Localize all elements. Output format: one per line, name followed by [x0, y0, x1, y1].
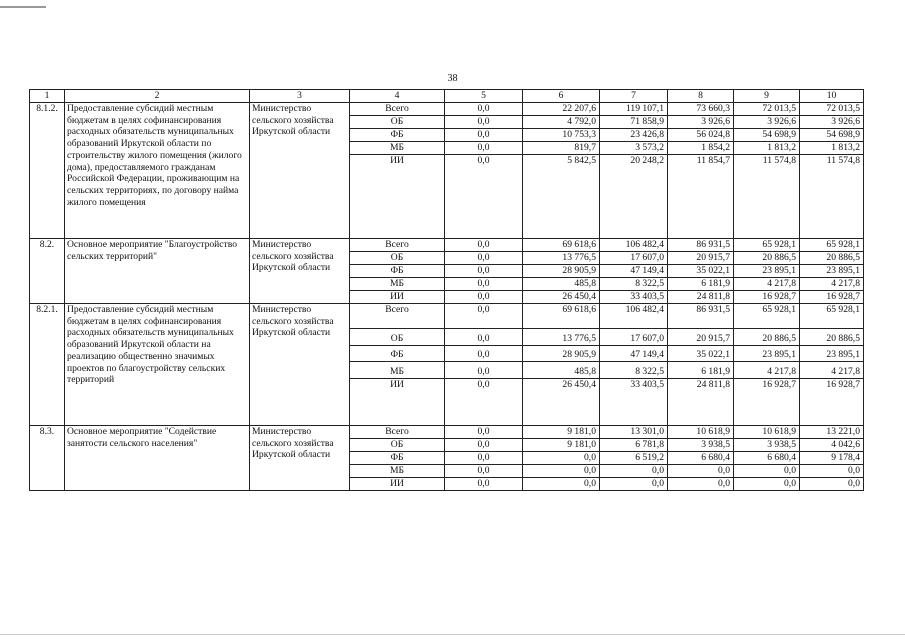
value-cell: 10 753,3 — [523, 129, 600, 142]
value-cell: 3 926,6 — [734, 116, 800, 129]
value-cell: 23 895,1 — [800, 346, 864, 362]
value-cell: 86 931,5 — [668, 304, 734, 329]
value-cell: 28 905,9 — [523, 346, 600, 362]
value-cell: 9 178,4 — [800, 452, 864, 465]
value-cell: 13 301,0 — [600, 426, 668, 439]
value-cell: 11 574,8 — [734, 155, 800, 168]
value-cell: 16 928,7 — [734, 291, 800, 304]
value-cell: 0,0 — [668, 465, 734, 478]
scan-edge-mark — [0, 0, 46, 8]
value-cell: 35 022,1 — [668, 346, 734, 362]
value-cell: 4 792,0 — [523, 116, 600, 129]
value-cell: 6 680,4 — [668, 452, 734, 465]
column-header: 4 — [350, 90, 445, 103]
item-number: 8.2.1. — [30, 304, 65, 426]
funding-source: Всего — [350, 103, 445, 116]
value-cell: 0,0 — [445, 116, 523, 129]
value-cell: 0,0 — [445, 155, 523, 168]
item-number: 8.1.2. — [30, 103, 65, 239]
value-cell: 0,0 — [445, 142, 523, 155]
value-cell: 10 618,9 — [734, 426, 800, 439]
column-header: 3 — [250, 90, 350, 103]
funding-source: МБ — [350, 465, 445, 478]
funding-source: ИИ — [350, 478, 445, 491]
value-cell: 26 450,4 — [523, 379, 600, 426]
value-cell: 1 813,2 — [800, 142, 864, 155]
value-cell: 24 811,8 — [668, 291, 734, 304]
value-cell: 0,0 — [445, 362, 523, 379]
value-cell: 54 698,9 — [734, 129, 800, 142]
funding-source: ИИ — [350, 379, 445, 426]
item-description: Основное мероприятие "Содействие занятости сельского населения" — [65, 426, 250, 491]
item-description: Предоставление субсидий местным бюджетам в целях софинансирования расходных обязательств муниципальных образований Иркутской области на реализацию общественно значимых проектов по благоустройству сельских территорий — [65, 304, 250, 426]
item-number: 8.3. — [30, 426, 65, 491]
value-cell: 24 811,8 — [668, 379, 734, 426]
value-cell: 1 854,2 — [668, 142, 734, 155]
value-cell: 16 928,7 — [800, 291, 864, 304]
value-cell: 23 895,1 — [734, 265, 800, 278]
value-cell: 0,0 — [445, 103, 523, 116]
value-cell: 819,7 — [523, 142, 600, 155]
funding-source: ИИ — [350, 155, 445, 168]
column-header: 6 — [523, 90, 600, 103]
value-cell: 0,0 — [600, 465, 668, 478]
value-cell: 9 181,0 — [523, 439, 600, 452]
value-cell: 86 931,5 — [668, 239, 734, 252]
value-cell: 11 574,8 — [800, 155, 864, 168]
column-header: 5 — [445, 90, 523, 103]
table-row — [30, 426, 864, 439]
funding-source: ОБ — [350, 116, 445, 129]
value-cell: 0,0 — [523, 478, 600, 491]
funding-source: ФБ — [350, 452, 445, 465]
value-cell: 22 207,6 — [523, 103, 600, 116]
value-cell: 0,0 — [445, 452, 523, 465]
funding-source: Всего — [350, 426, 445, 439]
value-cell: 0,0 — [800, 465, 864, 478]
value-cell: 6 519,2 — [600, 452, 668, 465]
value-cell: 106 482,4 — [600, 239, 668, 252]
value-cell: 26 450,4 — [523, 291, 600, 304]
table-row — [30, 239, 864, 252]
value-cell: 13 221,0 — [800, 426, 864, 439]
value-cell: 5 842,5 — [523, 155, 600, 168]
value-cell: 35 022,1 — [668, 265, 734, 278]
value-cell: 54 698,9 — [800, 129, 864, 142]
value-cell: 20 886,5 — [800, 329, 864, 346]
value-cell: 23 426,8 — [600, 129, 668, 142]
item-executor: Министерство сельского хозяйства Иркутской области — [250, 103, 350, 239]
value-cell: 20 886,5 — [734, 329, 800, 346]
value-cell: 3 926,6 — [668, 116, 734, 129]
value-cell: 0,0 — [445, 329, 523, 346]
value-cell: 3 938,5 — [734, 439, 800, 452]
value-cell: 20 915,7 — [668, 329, 734, 346]
funding-source: ИИ — [350, 291, 445, 304]
value-cell: 16 928,7 — [734, 379, 800, 426]
value-cell: 3 573,2 — [600, 142, 668, 155]
value-cell: 20 886,5 — [734, 252, 800, 265]
value-cell: 119 107,1 — [600, 103, 668, 116]
value-cell: 0,0 — [445, 265, 523, 278]
value-cell: 485,8 — [523, 362, 600, 379]
column-header: 7 — [600, 90, 668, 103]
item-executor: Министерство сельского хозяйства Иркутской области — [250, 304, 350, 426]
value-cell: 8 322,5 — [600, 362, 668, 379]
value-cell: 8 322,5 — [600, 278, 668, 291]
column-header: 2 — [65, 90, 250, 103]
value-cell: 0,0 — [734, 478, 800, 491]
value-cell: 106 482,4 — [600, 304, 668, 329]
value-cell: 72 013,5 — [800, 103, 864, 116]
value-cell: 20 915,7 — [668, 252, 734, 265]
value-cell: 6 181,9 — [668, 278, 734, 291]
value-cell: 10 618,9 — [668, 426, 734, 439]
value-cell: 65 928,1 — [800, 239, 864, 252]
value-cell: 1 813,2 — [734, 142, 800, 155]
value-cell: 65 928,1 — [800, 304, 864, 329]
page-bottom-edge — [0, 634, 905, 635]
value-cell: 0,0 — [523, 465, 600, 478]
value-cell: 65 928,1 — [734, 239, 800, 252]
value-cell: 23 895,1 — [800, 265, 864, 278]
value-cell: 0,0 — [445, 129, 523, 142]
funding-source: Всего — [350, 304, 445, 329]
value-cell: 73 660,3 — [668, 103, 734, 116]
value-cell: 0,0 — [600, 478, 668, 491]
value-cell: 4 217,8 — [800, 278, 864, 291]
value-cell: 13 776,5 — [523, 329, 600, 346]
value-cell: 4 217,8 — [734, 278, 800, 291]
item-executor: Министерство сельского хозяйства Иркутской области — [250, 426, 350, 491]
value-cell: 20 248,2 — [600, 155, 668, 168]
value-cell: 0,0 — [445, 426, 523, 439]
column-header: 10 — [800, 90, 864, 103]
funding-source: ОБ — [350, 329, 445, 346]
funding-source: ФБ — [350, 129, 445, 142]
value-cell: 6 181,9 — [668, 362, 734, 379]
funding-source: ОБ — [350, 439, 445, 452]
item-description: Предоставление субсидий местным бюджетам в целях софинансирования расходных обязательств муниципальных образований Иркутской области по строительству жилого помещения (жилого дома), предоставляемого гражданам Российской Федерации, проживающим на сельских территориях, по договору найма жилого помещения — [65, 103, 250, 239]
value-cell: 56 024,8 — [668, 129, 734, 142]
value-cell: 0,0 — [734, 465, 800, 478]
funding-source: МБ — [350, 142, 445, 155]
value-cell: 33 403,5 — [600, 379, 668, 426]
value-cell: 0,0 — [445, 304, 523, 329]
column-header: 8 — [668, 90, 734, 103]
item-number: 8.2. — [30, 239, 65, 304]
table-row — [30, 103, 864, 116]
value-cell: 6 680,4 — [734, 452, 800, 465]
value-cell: 71 858,9 — [600, 116, 668, 129]
value-cell: 0,0 — [523, 452, 600, 465]
funding-source: МБ — [350, 362, 445, 379]
value-cell: 0,0 — [445, 278, 523, 291]
value-cell: 13 776,5 — [523, 252, 600, 265]
value-cell: 4 217,8 — [800, 362, 864, 379]
funding-source: Всего — [350, 239, 445, 252]
value-cell: 0,0 — [800, 478, 864, 491]
funding-source: ФБ — [350, 265, 445, 278]
value-cell: 69 618,6 — [523, 239, 600, 252]
program-activities-table — [29, 89, 864, 491]
value-cell: 0,0 — [445, 252, 523, 265]
value-cell: 11 854,7 — [668, 155, 734, 168]
value-cell: 0,0 — [445, 346, 523, 362]
value-cell: 23 895,1 — [734, 346, 800, 362]
value-cell: 0,0 — [445, 478, 523, 491]
column-number-row — [30, 90, 864, 103]
value-cell: 0,0 — [445, 291, 523, 304]
item-description: Основное мероприятие "Благоустройство сельских территорий" — [65, 239, 250, 304]
value-cell: 4 217,8 — [734, 362, 800, 379]
value-cell: 17 607,0 — [600, 329, 668, 346]
value-cell: 65 928,1 — [734, 304, 800, 329]
value-cell: 33 403,5 — [600, 291, 668, 304]
value-cell: 3 938,5 — [668, 439, 734, 452]
value-cell: 20 886,5 — [800, 252, 864, 265]
value-cell: 47 149,4 — [600, 265, 668, 278]
page-number: 38 — [447, 73, 458, 84]
value-cell: 0,0 — [668, 478, 734, 491]
column-header: 1 — [30, 90, 65, 103]
value-cell: 4 042,6 — [800, 439, 864, 452]
value-cell: 0,0 — [445, 239, 523, 252]
value-cell: 16 928,7 — [800, 379, 864, 426]
value-cell: 72 013,5 — [734, 103, 800, 116]
value-cell: 47 149,4 — [600, 346, 668, 362]
value-cell: 0,0 — [445, 465, 523, 478]
value-cell: 69 618,6 — [523, 304, 600, 329]
column-header: 9 — [734, 90, 800, 103]
value-cell: 485,8 — [523, 278, 600, 291]
value-cell: 3 926,6 — [800, 116, 864, 129]
funding-source: ФБ — [350, 346, 445, 362]
value-cell: 6 781,8 — [600, 439, 668, 452]
value-cell: 0,0 — [445, 439, 523, 452]
funding-source: МБ — [350, 278, 445, 291]
table-row — [30, 304, 864, 329]
item-executor: Министерство сельского хозяйства Иркутской области — [250, 239, 350, 304]
value-cell: 9 181,0 — [523, 426, 600, 439]
value-cell: 17 607,0 — [600, 252, 668, 265]
funding-source: ОБ — [350, 252, 445, 265]
value-cell: 0,0 — [445, 379, 523, 426]
value-cell: 28 905,9 — [523, 265, 600, 278]
